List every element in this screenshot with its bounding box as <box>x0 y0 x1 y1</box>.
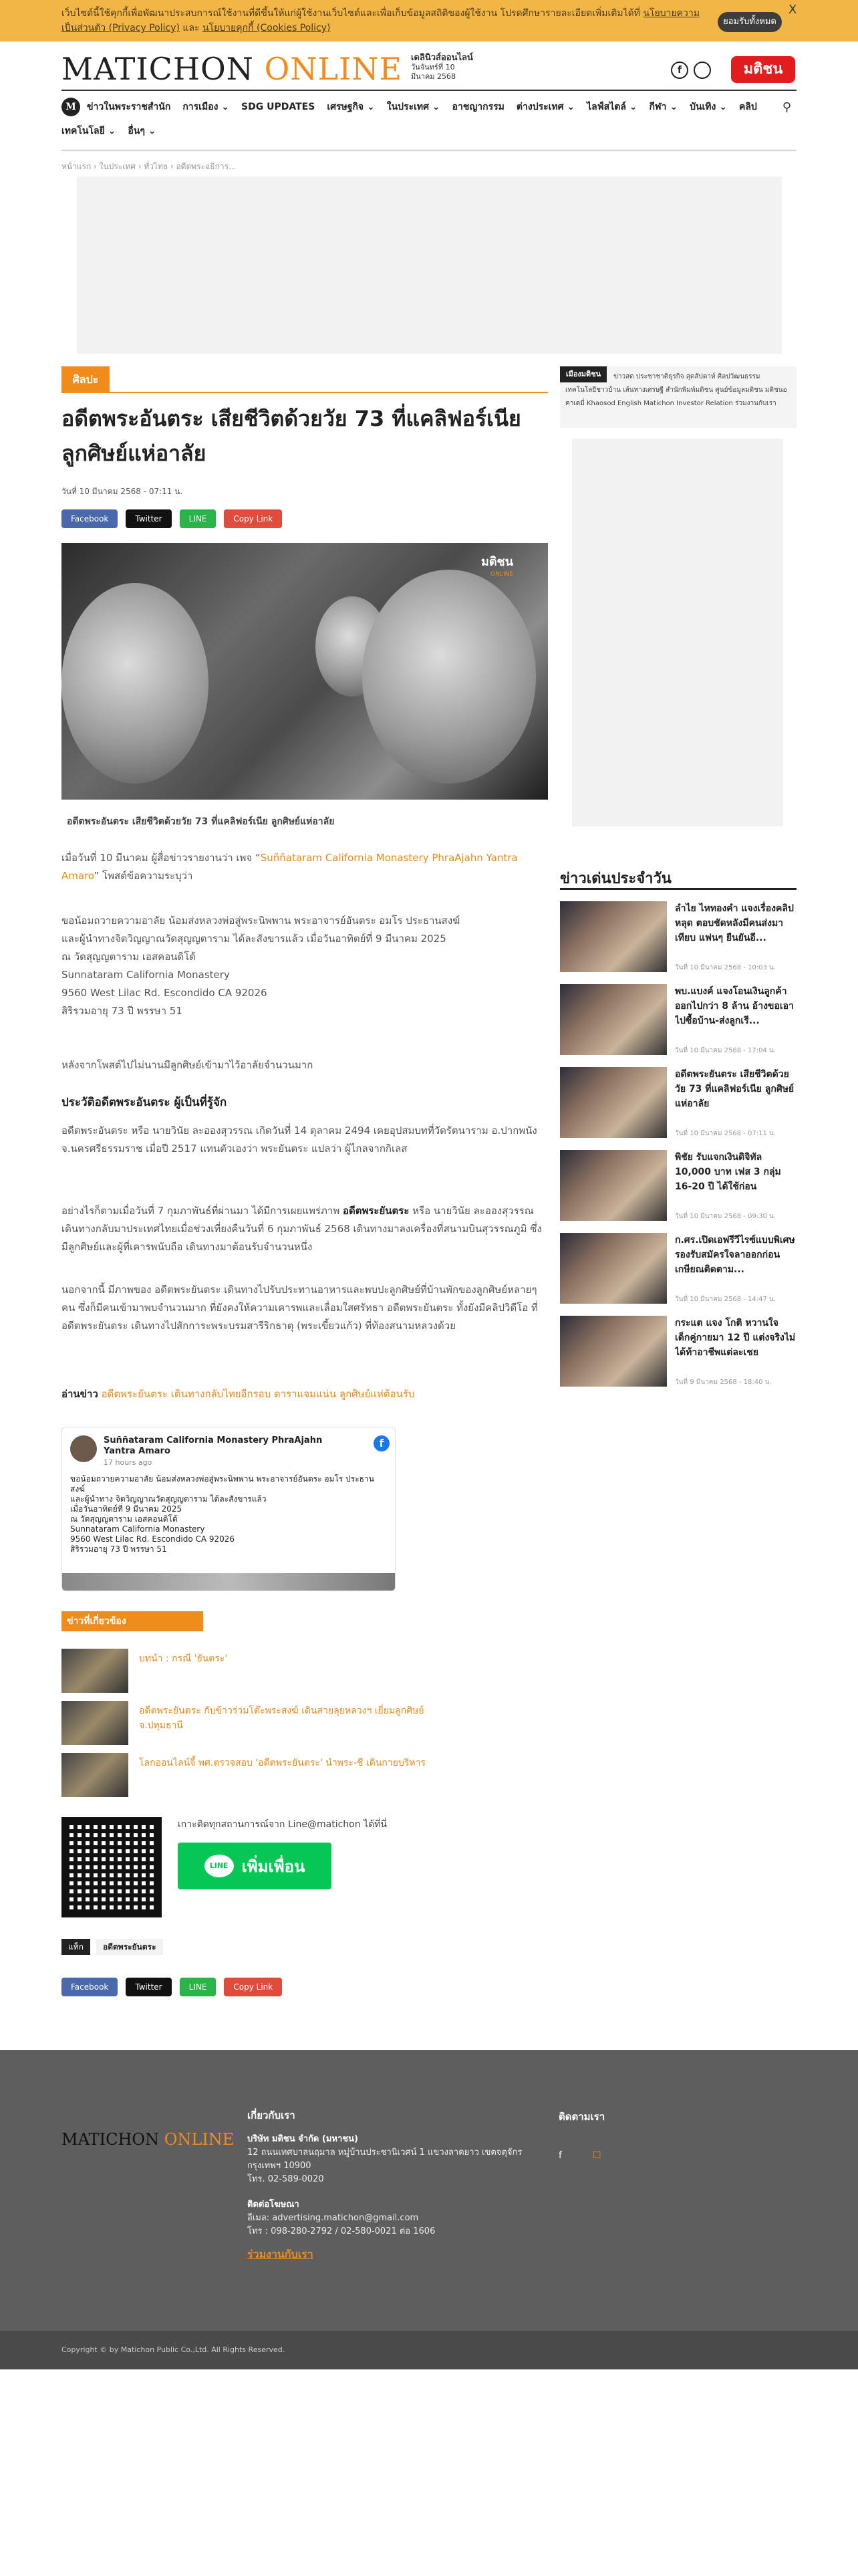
header-social <box>671 62 711 79</box>
nav-item[interactable]: อื่นๆ ⌄ <box>128 126 156 136</box>
quote-line: สิริรวมอายุ 73 ปี พรรษา 51 <box>61 1005 182 1017</box>
watermark-text: มติชน <box>481 555 514 569</box>
hot-news-item[interactable] <box>560 1233 797 1306</box>
fb-post-image <box>62 1573 396 1591</box>
footer-facebook-icon[interactable]: f <box>559 2150 562 2161</box>
breadcrumb-separator: › <box>168 162 176 171</box>
cookie-text <box>61 6 703 35</box>
breadcrumb-separator: › <box>91 162 100 171</box>
paragraph-5: นอกจากนี้ มีภาพของ อดีตพระยันตระ เดินทางไปรับประทานอาหารและพบปะลูกศิษย์ที่บ้านพักของลูกศิษย์หลายๆ คน ซึ่งก็มีคนเข้ามาพบจำนวนมาก ที่ยังคงให้ความเคารพและเลื่อมใสศรัทธา อดีตพระยันตระ ทั้งยังมีคลิปวิดีโอ ที่อดีตพระยันตระ เดินทางไปสักการะพระบรมสารีริกธาตุ (พระเขี้ยวแก้ว) ที่ท้องสนามหลวงด้วย <box>61 1284 538 1332</box>
breadcrumb-separator: › <box>135 162 144 171</box>
sidebar-ad-slot <box>572 439 783 826</box>
hot-news-date: วันที่ 10 มีนาคม 2568 - 09:30 น. <box>675 1213 776 1220</box>
hot-news-thumbnail[interactable] <box>560 1150 667 1221</box>
article-title: อดีตพระอันตระ เสียชีวิตด้วยวัย 73 ที่แคลิฟอร์เนีย ลูกศิษย์แห่อาลัย <box>61 406 521 466</box>
related-title[interactable]: อดีตพระยันตระ กับข้าวร่วมโต๊ะพระสงฆ์ เดินสายลุยหลวงฯ เยี่ยมลูกศิษย์ จ.ปทุมธานี <box>139 1706 424 1731</box>
related-item[interactable] <box>61 1649 462 1693</box>
hot-news-date: วันที่ 10 มีนาคม 2568 - 17:04 น. <box>675 1047 776 1054</box>
m-logo-icon[interactable]: M <box>61 98 80 116</box>
hot-news-item[interactable] <box>560 1316 797 1389</box>
add-friend-label: เพิ่มเพื่อน <box>241 1857 305 1876</box>
fb-page-name[interactable]: Suññataram California Monastery PhraAjahn Yantra Amaro <box>104 1435 323 1456</box>
paragraph-4 <box>61 1202 548 1256</box>
share-line-button[interactable]: LINE <box>180 1978 217 1996</box>
privacy-policy-link[interactable]: นโยบายความเป็นส่วนตัว (Privacy Policy) <box>61 8 700 33</box>
share-bar-top <box>61 509 282 528</box>
quote-line: ณ วัดสุญญตาราม เอสคอนดิโด้ <box>61 951 196 963</box>
footer-about <box>247 2109 541 2261</box>
copyright: Copyright © by Matichon Public Co.,Ltd. All Rights Reserved. <box>0 2331 858 2369</box>
related-item[interactable] <box>61 1701 462 1745</box>
cookie-policy-link[interactable]: นโยบายคุกกี้ (Cookies Policy) <box>202 23 331 33</box>
line-icon: LINE <box>204 1855 234 1877</box>
fb-post-line: และผู้นำทาง จิตวิญญาณวัดสุญญตาราม ได้ละสังขารแล้ว <box>70 1494 267 1504</box>
hot-news-date: วันที่ 10 มีนาคม 2568 - 07:11 น. <box>675 1130 776 1137</box>
header-info <box>411 53 491 82</box>
footer-ads-phone: โทร : 098-280-2792 / 02-580-0021 ต่อ 1606 <box>247 2226 436 2236</box>
footer-logo-main: MATICHON <box>61 2130 160 2149</box>
footer-company: บริษัท มติชน จำกัด (มหาชน) <box>247 2134 358 2144</box>
facebook-icon[interactable]: f <box>671 62 688 79</box>
category-label[interactable]: ศิลปะ <box>61 366 110 393</box>
footer-ads-email[interactable]: อีเมล: advertising.matichon@gmail.com <box>247 2213 419 2223</box>
photo-figure-right <box>362 570 536 784</box>
footer-instagram-icon[interactable]: ☐ <box>592 2150 601 2161</box>
related-thumbnail[interactable] <box>61 1753 128 1797</box>
hot-news-title[interactable]: ลำไย ไหทองคำ แจงเรื่องคลิปหลุด ตอบชัดหลังมีคนส่งมาเทียบ แฟนๆ ยืนยันอี... <box>675 903 794 943</box>
sidebar-promo-links[interactable]: ข่าวสด ประชาชาติธุรกิจ สุดสัปดาห์ ศิลปวัฒนธรรม เทคโนโลยีชาวบ้าน เส้นทางเศรษฐี สำนักพิมพ์มติชน ศูนย์ข้อมูลมติชน มติชนอคาเดมี่ Khaosod English Matichon Investor Relation ร่วมงานกับเรา <box>565 373 787 407</box>
footer-address: 12 ถนนเทศบาลนฤมาล หมู่บ้านประชานิเวศน์ 1 แขวงลาดยาว เขตจตุจักร กรุงเทพฯ 10900 <box>247 2147 523 2171</box>
share-twitter-button[interactable]: Twitter <box>126 509 171 528</box>
hot-news-date: วันที่ 9 มีนาคม 2568 - 18:40 น. <box>675 1379 772 1386</box>
hot-news-title[interactable]: พิชัย รับแจกเงินดิจิทัล 10,000 บาท เฟส 3 กลุ่ม 16-20 ปี ได้ใช้ก่อน <box>675 1152 781 1192</box>
related-thumbnail[interactable] <box>61 1701 128 1745</box>
footer-about-heading: เกี่ยวกับเรา <box>247 2109 295 2121</box>
quote-line: และผู้นำทางจิตวิญญาณวัดสุญญตาราม ได้ละสังขารแล้ว เมื่อวันอาทิตย์ที่ 9 มีนาคม 2025 <box>61 933 446 945</box>
fb-post-line: ณ วัดสุญญตาราม เอสคอนดิโด้ <box>70 1514 178 1524</box>
qr-code <box>61 1817 162 1917</box>
share-facebook-button[interactable]: Facebook <box>61 1978 118 1996</box>
circle-icon[interactable] <box>694 62 711 79</box>
related-thumbnail[interactable] <box>61 1649 128 1693</box>
nav-item[interactable]: กีฬา ⌄ <box>649 102 678 112</box>
cookie-banner <box>0 0 858 41</box>
main-nav <box>61 95 797 143</box>
breadcrumb-item[interactable]: ในประเทศ <box>99 162 136 171</box>
nav-item[interactable]: ในประเทศ ⌄ <box>386 102 440 112</box>
article-photo <box>61 543 548 800</box>
p4-pre: อย่างไรก็ตามเมื่อวันที่ 7 กุมภาพันธ์ที่ผ่านมา ได้มีการเผยแพร่ภาพ <box>61 1205 343 1217</box>
quote-line: ขอน้อมถวายความอาลัย น้อมส่งหลวงพ่อสู่พระนิพพาน พระอาจารย์อันตระ อมโร ประธานสงฆ์ <box>61 915 460 927</box>
breadcrumb-item: อดีตพระอธิการ... <box>176 162 237 171</box>
p4-post: หรือ นายวินัย ละอองสุวรรณ เดินทางกลับมาประเทศไทยเมื่อช่วงเที่ยงคืนวันที่ 6 กุมภาพันธ์ 2568 เดินทางมาลงเครื่องที่สนามบินสุวรรณภูมิ ซึ่งมีลูกศิษย์และผู้ที่เคารพนับถือ เดินทางมาต้อนรับจำนวนหนึ่ง <box>61 1205 542 1253</box>
paragraph-3: อดีตพระอันตระ หรือ นายวินัย ละอองสุวรรณ เกิดวันที่ 14 ตุลาคม 2494 เคยอุปสมบทที่วัดรัตนาราม อ.ปากพนัง จ.นครศรีธรรมราช เมื่อปี 2517 แทนตัวเองว่า พระยันตระ แปลว่า ผู้ไกลจากกิเลส <box>61 1125 537 1155</box>
cookie-message: เว็บไซต์นี้ใช้คุกกี้เพื่อพัฒนาประสบการณ์ใช้งานที่ดีขึ้นให้แก่ผู้ใช้งานเว็บไซต์และเพื่อเก็บข้อมูลสถิติของผู้ใช้งาน โปรดศึกษารายละเอียดเพิ่มเติมได้ที่ <box>61 8 640 19</box>
nav-row-2 <box>61 119 797 143</box>
footer <box>0 2050 858 2331</box>
nav-item[interactable]: เทคโนโลยี ⌄ <box>61 126 116 136</box>
top-ad-slot <box>77 177 782 354</box>
footer-phone: โทร. 02-589-0020 <box>247 2174 324 2184</box>
nav-item[interactable]: SDG UPDATES <box>241 102 315 112</box>
hot-news-thumbnail[interactable] <box>560 1233 667 1304</box>
nav-item[interactable]: เศรษฐกิจ ⌄ <box>327 102 375 112</box>
fb-avatar <box>70 1435 97 1462</box>
watermark-sub: ONLINE <box>490 571 514 578</box>
quoted-post <box>61 912 548 1020</box>
quote-line: 9560 West Lilac Rd. Escondido CA 92026 <box>61 987 267 999</box>
read-more-link[interactable]: อดีตพระยันตระ เดินทางกลับไทยอีกรอบ ดาราแจมแน่น ลูกศิษย์แห่ต้อนรับ <box>101 1388 415 1400</box>
share-bar-bottom <box>61 1978 282 1996</box>
fb-post-line: เมื่อวันอาทิตย์ที่ 9 มีนาคม 2025 <box>70 1504 182 1514</box>
hot-news-title[interactable]: ก.ศร.เปิดเอฟรีวีไรซ์แบบพิเศษ รองรับสมัครใจลาออกก่อนเกษียณติดตาม... <box>675 1235 795 1275</box>
footer-social <box>559 2150 601 2161</box>
nav-item[interactable]: ไลฟ์สไตล์ ⌄ <box>587 102 637 112</box>
related-title[interactable]: โลกออนไลน์จี้ พศ.ตรวจสอบ 'อดีตพระยันตระ' นำพระ-ชี เดินกายบริหาร <box>139 1758 426 1768</box>
read-more-label: อ่านข่าว <box>61 1388 98 1400</box>
hot-news-item[interactable] <box>560 1150 797 1223</box>
related-news-header: ข่าวที่เกี่ยวข้อง <box>61 1611 203 1631</box>
line-promo-text: เกาะติดทุกสถานการณ์จาก Line@matichon ได้ที่นี่ <box>178 1819 387 1830</box>
nav-item[interactable]: ต่างประเทศ ⌄ <box>516 102 575 112</box>
footer-logo-accent: ONLINE <box>164 2130 235 2149</box>
hot-news-item[interactable] <box>560 901 797 975</box>
tag-label: แท็ก <box>61 1939 90 1955</box>
photo-watermark <box>481 556 513 580</box>
search-icon[interactable]: ⚲ <box>782 100 791 114</box>
header-date-line1: วันจันทร์ที่ 10 <box>411 63 455 72</box>
breadcrumb-item[interactable]: ทั่วไทย <box>144 162 168 171</box>
accept-all-button[interactable]: ยอมรับทั้งหมด <box>718 12 782 32</box>
fb-post-line: Sunnataram California Monastery <box>70 1524 205 1534</box>
fb-post-line: สิริรวมอายุ 73 ปี พรรษา 51 <box>70 1544 167 1554</box>
paragraph-2: หลังจากโพสต์ไปไม่นานมีลูกศิษย์เข้ามาไว้อาลัยจำนวนมาก <box>61 1059 313 1071</box>
footer-logo[interactable] <box>61 2130 234 2149</box>
quote-line: Sunnataram California Monastery <box>61 969 230 981</box>
footer-jobs-link[interactable]: ร่วมงานกับเรา <box>247 2248 313 2260</box>
sidebar-promo-tag: เมืองมติชน <box>560 366 607 382</box>
fb-post-text <box>70 1474 388 1554</box>
hot-news-title[interactable]: พบ.แบงค์ แจงโอนเงินลูกค้าออกไปกว่า 8 ล้าน อ้างขอเอาไปซื้อบ้าน-ส่งลูกเรี... <box>675 986 794 1026</box>
copy-link-button[interactable]: Copy Link <box>224 1978 282 1996</box>
hot-news-item[interactable] <box>560 1067 797 1141</box>
p4-bold: อดีตพระยันตระ <box>342 1205 410 1217</box>
tag-item[interactable]: อดีตพระยันตระ <box>96 1939 163 1955</box>
hot-news-thumbnail[interactable] <box>560 901 667 972</box>
nav-item[interactable]: บันเทิง ⌄ <box>690 102 727 112</box>
section-heading-text: ประวัติอดีตพระอันตระ ผู้เป็นที่รู้จัก <box>61 1096 227 1109</box>
related-title[interactable]: บทนำ : กรณี 'ยันตระ' <box>139 1653 228 1664</box>
matichon-badge[interactable]: มติชน <box>731 56 795 83</box>
add-friend-button[interactable] <box>178 1843 331 1889</box>
breadcrumb-item[interactable]: หน้าแรก <box>61 162 92 171</box>
paragraph-1 <box>61 849 548 885</box>
nav-row-1 <box>61 95 797 119</box>
share-twitter-button[interactable]: Twitter <box>126 1978 171 1996</box>
category-underline <box>61 392 548 393</box>
hot-news-header: ข่าวเด่นประจำวัน <box>560 870 672 887</box>
close-icon[interactable]: X <box>789 3 797 17</box>
hot-news-thumbnail[interactable] <box>560 984 667 1055</box>
breadcrumb <box>61 160 236 173</box>
photo-figure-left <box>61 583 208 784</box>
article-date: วันที่ 10 มีนาคม 2568 - 07:11 น. <box>61 487 183 496</box>
fb-time: 17 hours ago <box>104 1458 152 1467</box>
hot-news-underline <box>560 888 797 890</box>
fb-post-line: ขอน้อมถวายความอาลัย น้อมส่งหลวงพ่อสู่พระนิพพาน พระอาจารย์อันตระ อมโร ประธานสงฆ์ <box>70 1474 374 1494</box>
facebook-page-link[interactable]: Suññataram California Monastery PhraAjahn Yantra Amaro <box>61 852 518 882</box>
fb-post-line: 9560 West Lilac Rd. Escondido CA 92026 <box>70 1534 235 1544</box>
hot-news-date: วันที่ 10 มีนาคม 2568 - 14:47 น. <box>675 1296 776 1303</box>
logo-accent: ONLINE <box>264 51 403 87</box>
site-logo[interactable] <box>61 51 402 87</box>
header-date-line2: มีนาคม 2568 <box>411 72 456 81</box>
logo-main: MATICHON <box>61 51 254 87</box>
p1-post: ” โพสต์ข้อความระบุว่า <box>94 870 193 882</box>
cookie-and: และ <box>182 23 200 33</box>
related-item[interactable] <box>61 1753 462 1797</box>
header-divider <box>61 90 797 91</box>
hot-news-item[interactable] <box>560 984 797 1058</box>
nav-item[interactable]: ข่าวในพระราชสำนัก <box>87 102 171 112</box>
footer-ads-heading: ติดต่อโฆษณา <box>247 2200 299 2210</box>
share-facebook-button[interactable]: Facebook <box>61 509 118 528</box>
copy-link-button[interactable]: Copy Link <box>224 509 282 528</box>
nav-item[interactable]: การเมือง ⌄ <box>182 102 230 112</box>
photo-caption: อดีตพระอันตระ เสียชีวิตด้วยวัย 73 ที่แคลิฟอร์เนีย ลูกศิษย์แห่อาลัย <box>67 816 335 827</box>
header-info-title: เดลินิวส์ออนไลน์ <box>411 53 473 63</box>
hot-news-title[interactable]: อดีตพระยันตระ เสียชีวิตด้วยวัย 73 ที่แคลิฟอร์เนีย ลูกศิษย์แห่อาลัย <box>675 1069 795 1109</box>
footer-follow-heading: ติดตามเรา <box>559 2111 605 2123</box>
hot-news-date: วันที่ 10 มีนาคม 2568 - 10:03 น. <box>675 964 776 971</box>
facebook-logo-icon: f <box>374 1435 390 1451</box>
read-more <box>61 1385 548 1403</box>
share-line-button[interactable]: LINE <box>180 509 217 528</box>
hot-news-thumbnail[interactable] <box>560 1067 667 1138</box>
section-heading <box>61 1094 548 1112</box>
facebook-embed[interactable] <box>61 1427 396 1591</box>
nav-item[interactable]: อาชญากรรม <box>452 102 505 112</box>
p1-pre: เมื่อวันที่ 10 มีนาคม ผู้สื่อข่าวรายงานว่า เพจ “ <box>61 852 261 864</box>
hot-news-thumbnail[interactable] <box>560 1316 667 1387</box>
hot-news-title[interactable]: กระแต แจง โกติ หวานใจ เด็กคู่กายมา 12 ปี แต่งจริงไม่ได้ท้าอาชีพแต่ละเชย <box>675 1318 796 1358</box>
nav-item[interactable]: คลิป <box>738 102 757 112</box>
sidebar-promo <box>560 366 797 428</box>
